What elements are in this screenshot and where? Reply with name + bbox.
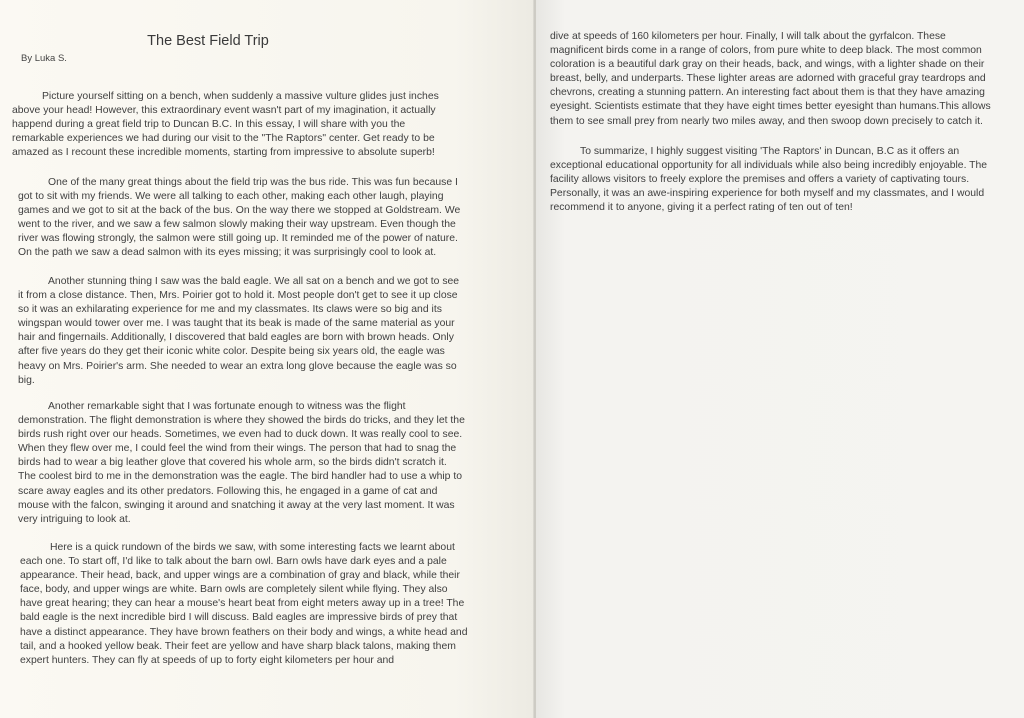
essay-title: The Best Field Trip: [147, 33, 269, 49]
paragraph-flight-demo: [18, 400, 466, 527]
paragraph-bird-rundown: [20, 541, 468, 668]
paragraph-text: Here is a quick rundown of the birds we saw, with some interesting facts we learnt about each one. To start off, I'd like to talk about the barn owl. Barn owls have dark eyes and a pale appearance. Their head, back, and upper wings are a combination of gray and black, while their face, body, and upper wings are white. Barn owls are completely silent while flying. They also have great hearing; they can hear a mouse's heart beat from eight meters away up in a tree! The bald eagle is the next incredible bird I will discuss. Bald eagles are impressive birds of prey that have a distinct appearance. They have brown feathers on their body and wings, a white head and tail, and a hooked yellow beak. Their feet are yellow and have sharp black talons, making them expert hunters. They can fly at speeds of up to forty eight kilometers per hour and: [20, 542, 468, 666]
paragraph-text: To summarize, I highly suggest visiting 'The Raptors' in Duncan, B.C as it offers an exceptional educational opportunity for all individuals while also being incredibly enjoyable. The facility allows visitors to freely explore the premises and offers a variety of captivating tours. Personally, it was an awe-inspiring experience for both myself and my classmates, and I would recommend it to anyone, giving it a perfect rating of ten out of ten!: [550, 146, 988, 214]
right-page: [536, 0, 1024, 718]
paragraph-text: Another remarkable sight that I was fortunate enough to witness was the flight demonstration. The flight demonstration is where they showed the birds do tricks, and they let the birds rush right over our heads. Sometimes, we even had to duck down. It was really cool to see. When they flew over me, I could feel the wind from their wings. The person that had to snag the birds had to wear a big leather glove that covered his whole arm, so the birds didn't scratch it. The coolest bird to me in the demonstration was the eagle. The bird handler had to use a whip to scare away eagles and its other predators. Following this, he engaged in a game of cat and mouse with the falcon, swinging it around and snatching it away at the very last moment. It was very intriguing to look at.: [18, 401, 465, 525]
paragraph-intro: [12, 90, 458, 160]
paragraph-text: Picture yourself sitting on a bench, when suddenly a massive vulture glides just inches above your head! However, this extraordinary event wasn't part of my imagination, it actually happend during a great field trip to Duncan B.C. In this essay, I will share with you the remarkable experiences we had during our visit to the "The Raptors" center. Get ready to be amazed as I recount these incredible moments, starting from impressive to absolute superb!: [12, 91, 439, 159]
paragraph-text: One of the many great things about the field trip was the bus ride. This was fun because I got to sit with my friends. We were all talking to each other, making each other laugh, playing games and we got to sit at the back of the bus. On the way there we stopped at Goldstream. We went to the river, and we saw a few salmon slowly making their way upstream. Even though the river was flowing strongly, the salmon were still going up. It reminded me of the power of nature. On the path we saw a dead salmon with its eyes missing; it was surprisingly cool to look at.: [18, 177, 461, 259]
paragraph-bus-ride: [18, 176, 468, 261]
paragraph-text: dive at speeds of 160 kilometers per hour. Finally, I will talk about the gyrfalcon. These magnificent birds come in a range of colors, from pure white to deep black. The most common coloration is a beautiful dark gray on their heads, back, and wings, with a lighter shade on their breast, belly, and underparts. These lighter areas are adorned with graceful gray teardrops and chevrons, creating a stunning pattern. An interesting fact about them is that they have amazing eyesight. Scientists estimate that they have eight times better eyesight than humans.This allows them to see small prey from nearly two miles away, and then swoop down precisely to catch it.: [550, 31, 991, 127]
author-byline: By Luka S.: [21, 53, 67, 64]
paragraph-text: Another stunning thing I saw was the bald eagle. We all sat on a bench and we got to see it from a close distance. Then, Mrs. Poirier got to hold it. Most people don't get to see it up close so it was an exhilarating experience for me and my classmates. Its claws were so big and its wingspan would tower over me. I was taught that its beak is made of the same material as your hair and fingernails. Additionally, I discovered that bald eagles are born with brown heads. Only after five years do they get their iconic white color. Despite being six years old, the eagle was heavy on Mrs. Poirier's arm. She needed to wear an extra long glove because the eagle was so big.: [18, 276, 460, 386]
paragraph-conclusion: [550, 145, 1000, 215]
paragraph-bald-eagle: [18, 275, 464, 388]
paragraph-rundown-continued: [550, 30, 998, 129]
